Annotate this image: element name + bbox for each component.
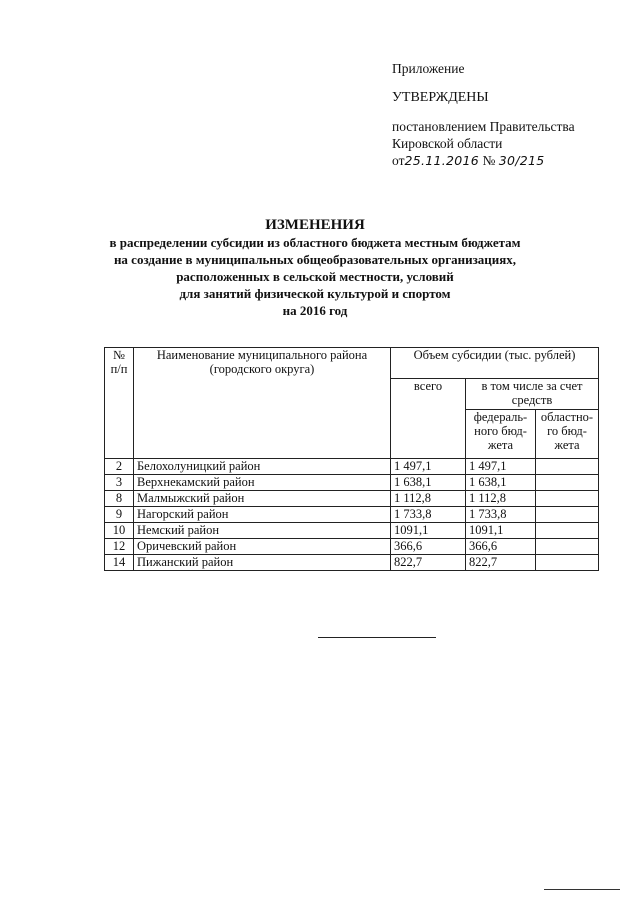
row-name: Оричевский район: [134, 539, 391, 555]
title-line-5: на 2016 год: [282, 303, 348, 318]
row-num: 12: [105, 539, 134, 555]
row-total: 366,6: [391, 539, 466, 555]
row-num: 2: [105, 459, 134, 475]
row-federal: 366,6: [466, 539, 536, 555]
table-row: [105, 475, 599, 491]
handwritten-number: 30/215: [498, 153, 545, 168]
row-total: 822,7: [391, 555, 466, 571]
row-total: 1 112,8: [391, 491, 466, 507]
table-row: [105, 507, 599, 523]
approved-label: УТВЕРЖДЕНЫ: [392, 90, 489, 105]
header-subsidy: Объем субсидии (тыс. рублей): [391, 348, 599, 379]
row-name: Белохолуницкий район: [134, 459, 391, 475]
row-name: Нагорский район: [134, 507, 391, 523]
corner-divider: [544, 889, 620, 890]
header-total: всего: [391, 379, 466, 459]
row-num: 8: [105, 491, 134, 507]
row-federal: 1 112,8: [466, 491, 536, 507]
approval-date-line: [392, 152, 632, 169]
table-row: [105, 491, 599, 507]
row-regional: [536, 475, 599, 491]
end-divider: [318, 637, 436, 638]
approved-by-line2: Кировской области: [392, 136, 503, 151]
row-regional: [536, 523, 599, 539]
table-row: [105, 523, 599, 539]
header-name: Наименование муниципального района (городского округа): [134, 348, 391, 459]
row-federal: 822,7: [466, 555, 536, 571]
row-regional: [536, 539, 599, 555]
header-including: в том числе за счет средств: [466, 379, 599, 410]
row-federal: 1 733,8: [466, 507, 536, 523]
appendix-label: Приложение: [392, 61, 465, 76]
handwritten-date: 25.11.2016: [404, 153, 480, 168]
date-prefix: от: [392, 153, 405, 168]
row-regional: [536, 507, 599, 523]
row-federal: 1 497,1: [466, 459, 536, 475]
row-num: 10: [105, 523, 134, 539]
row-num: 3: [105, 475, 134, 491]
row-total: 1091,1: [391, 523, 466, 539]
title-line-2: на создание в муниципальных общеобразовательных организациях,: [113, 252, 517, 267]
row-total: 1 638,1: [391, 475, 466, 491]
row-total: 1 733,8: [391, 507, 466, 523]
document-title: [100, 216, 530, 319]
row-name: Верхнекамский район: [134, 475, 391, 491]
number-prefix: №: [482, 153, 496, 168]
row-name: Немский район: [134, 523, 391, 539]
approved-by-line1: постановлением Правительства: [392, 119, 575, 134]
title-main: ИЗМЕНЕНИЯ: [265, 217, 365, 233]
row-num: 14: [105, 555, 134, 571]
row-federal: 1091,1: [466, 523, 536, 539]
row-total: 1 497,1: [391, 459, 466, 475]
header-federal: федераль-ного бюд-жета: [466, 410, 536, 459]
table-row: [105, 555, 599, 571]
table-row: [105, 539, 599, 555]
row-name: Малмыжский район: [134, 491, 391, 507]
header-num: № п/п: [105, 348, 134, 459]
title-line-1: в распределении субсидии из областного бюджета местным бюджетам: [109, 235, 521, 250]
subsidy-table: [104, 347, 599, 571]
title-line-3: расположенных в сельской местности, условий: [176, 269, 454, 284]
row-regional: [536, 491, 599, 507]
row-name: Пижанский район: [134, 555, 391, 571]
row-regional: [536, 555, 599, 571]
approval-block: [392, 60, 632, 169]
table-row: [105, 459, 599, 475]
title-line-4: для занятий физической культурой и спортом: [179, 286, 451, 301]
row-federal: 1 638,1: [466, 475, 536, 491]
row-num: 9: [105, 507, 134, 523]
header-regional: областно-го бюд-жета: [536, 410, 599, 459]
row-regional: [536, 459, 599, 475]
